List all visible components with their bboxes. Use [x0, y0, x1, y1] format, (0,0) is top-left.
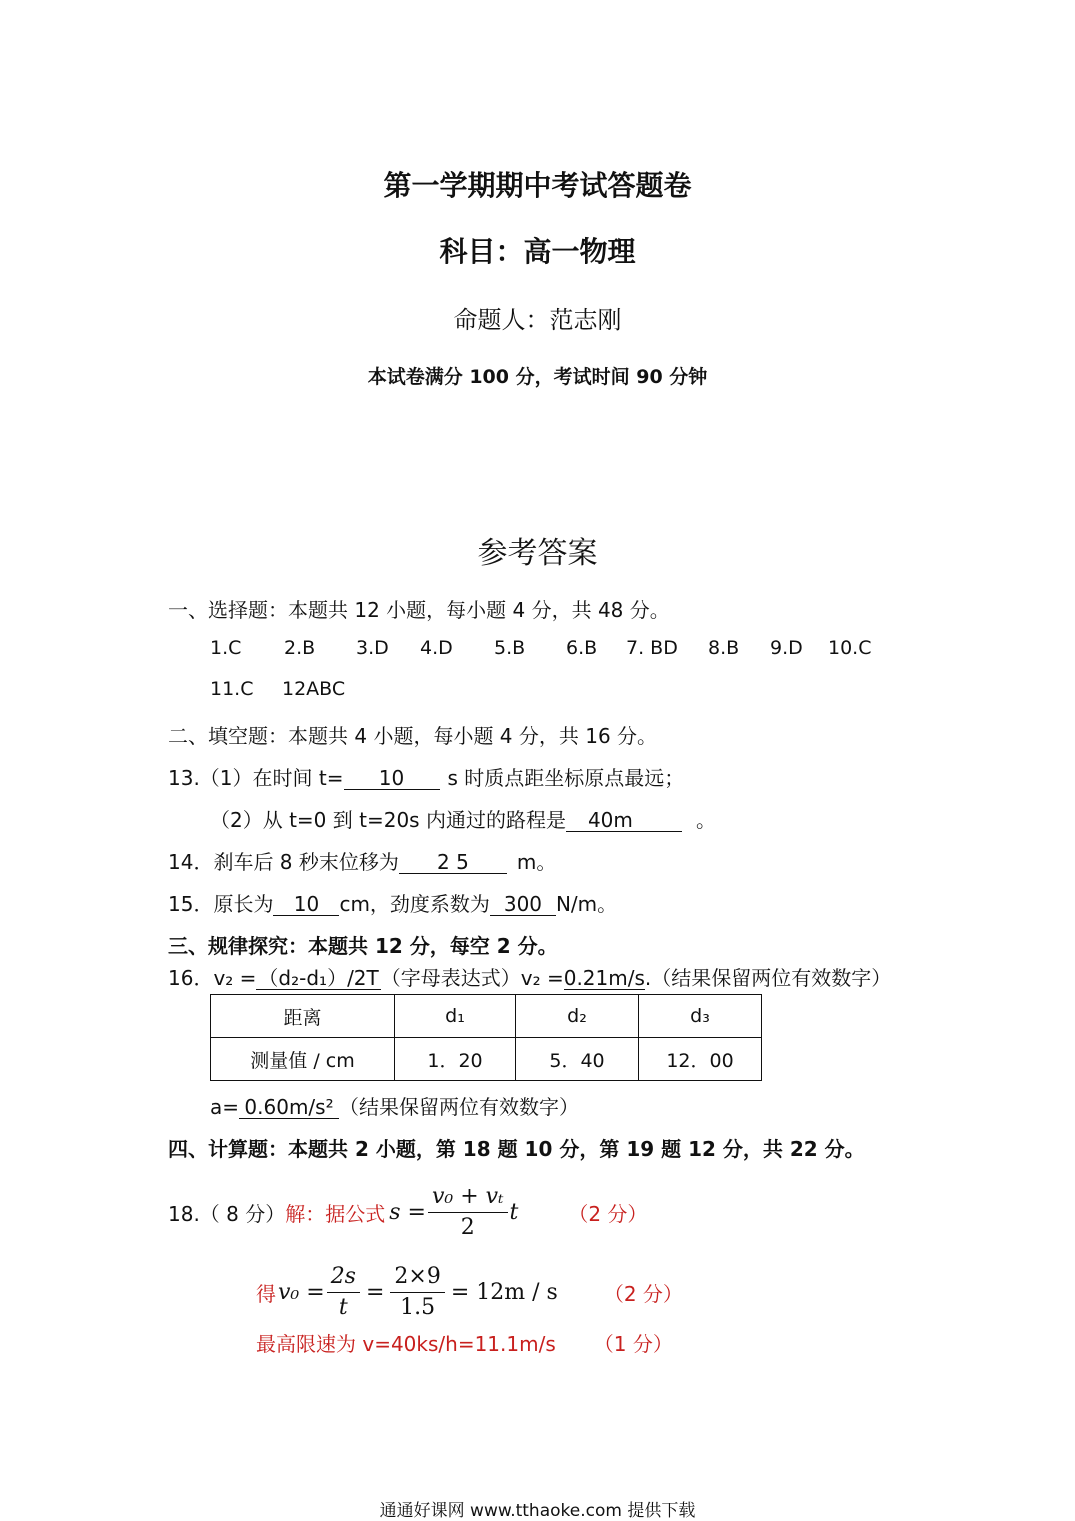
q13-part1: 13.（1）在时间 t= 10 s 时质点距坐标原点最远；	[168, 766, 685, 790]
mc-answer: 4.D	[420, 637, 453, 659]
mc-answers-row2	[210, 678, 345, 700]
footer: 通通好课网 www.tthaoke.com 提供下载	[379, 1501, 696, 1521]
author-line: 命题人：范志刚	[453, 306, 622, 334]
q18-line3: 最高限速为 v=40ks/h=11.1m/s （1 分）	[256, 1332, 673, 1356]
mc-answer: 11.C	[210, 678, 254, 700]
mc-answer: 12ABC	[282, 678, 346, 700]
table-cell: 测量值 / cm	[211, 1038, 395, 1081]
section4-heading: 四、计算题：本题共 2 小题，第 18 题 10 分，第 19 题 12 分，共 22 分。	[168, 1137, 865, 1161]
mc-answer: 6.B	[566, 637, 598, 659]
mc-answers-row1	[210, 637, 871, 659]
a-answer: 0.60m/s²	[239, 1096, 339, 1119]
fraction: $\frac{2s}{t}$	[327, 1262, 360, 1323]
mc-answer: 9.D	[770, 637, 803, 659]
table-header-cell: d₃	[639, 995, 762, 1038]
q18-line1: 18.（ 8 分） 解：据公式 s = $\frac{\text{v₀ + vₜ}}{2}$ t （2 分）	[168, 1180, 647, 1244]
q14-answer: 2 5	[399, 851, 507, 874]
measurement-table	[210, 994, 762, 1081]
table-row	[211, 995, 762, 1038]
section1-heading: 一、选择题：本题共 12 小题，每小题 4 分，共 48 分。	[168, 598, 670, 622]
answers-heading: 参考答案	[477, 536, 598, 571]
q16-answer2: 0.21m/s	[563, 966, 645, 990]
fraction: $\frac{\text{v₀ + vₜ}}{2}$	[428, 1182, 508, 1243]
q13-answer2: 40m	[566, 809, 682, 832]
table-header-cell: 距离	[211, 995, 395, 1038]
q15-answer1: 10	[273, 893, 339, 916]
section3-heading: 三、规律探究：本题共 12 分，每空 2 分。	[168, 934, 558, 958]
q16: 16．v₂ = （d₂-d₁）/2T （字母表达式）v₂ =0.21m/s.（结果保留两位有效数字）	[168, 966, 892, 990]
fraction: $\frac{2\times 9}{1.5}$	[390, 1262, 444, 1323]
mc-answer: 2.B	[284, 637, 316, 659]
table-row	[211, 1038, 762, 1081]
mc-answer: 5.B	[494, 637, 526, 659]
subject-title: 科目：高一物理	[439, 235, 636, 268]
table-header-cell: d₁	[395, 995, 516, 1038]
table-header-cell: d₂	[516, 995, 639, 1038]
q15: 15．原长为 10 cm，劲度系数为 300 N/m。	[168, 892, 618, 916]
mc-answer: 3.D	[356, 637, 389, 659]
table-cell: 1．20	[395, 1038, 516, 1081]
acceleration-answer: a= 0.60m/s² （结果保留两位有效数字）	[210, 1095, 580, 1119]
table-cell: 12．00	[639, 1038, 762, 1081]
table-cell: 5．40	[516, 1038, 639, 1081]
exam-info: 本试卷满分 100 分，考试时间 90 分钟	[367, 366, 708, 388]
q13-part2: （2）从 t=0 到 t=20s 内通过的路程是 40m 。	[210, 808, 716, 832]
section2-heading: 二、填空题：本题共 4 小题，每小题 4 分，共 16 分。	[168, 724, 658, 748]
q18-line2: 得 v₀ = $\frac{2s}{t}$ = $\frac{2\times 9}{1.5}$ = 12m / s （2 分）	[256, 1258, 683, 1326]
q16-answer1: （d₂-d₁）/2T	[258, 966, 379, 990]
page-title: 第一学期期中考试答题卷	[383, 169, 692, 202]
mc-answer: 8.B	[708, 637, 740, 659]
mc-answer: 1.C	[210, 637, 242, 659]
q15-answer2: 300	[490, 893, 556, 916]
mc-answer: 7. BD	[626, 637, 678, 659]
q14: 14．刹车后 8 秒末位移为 2 5 m。	[168, 850, 557, 874]
mc-answer: 10.C	[828, 637, 872, 659]
q13-answer1: 10	[344, 767, 440, 790]
